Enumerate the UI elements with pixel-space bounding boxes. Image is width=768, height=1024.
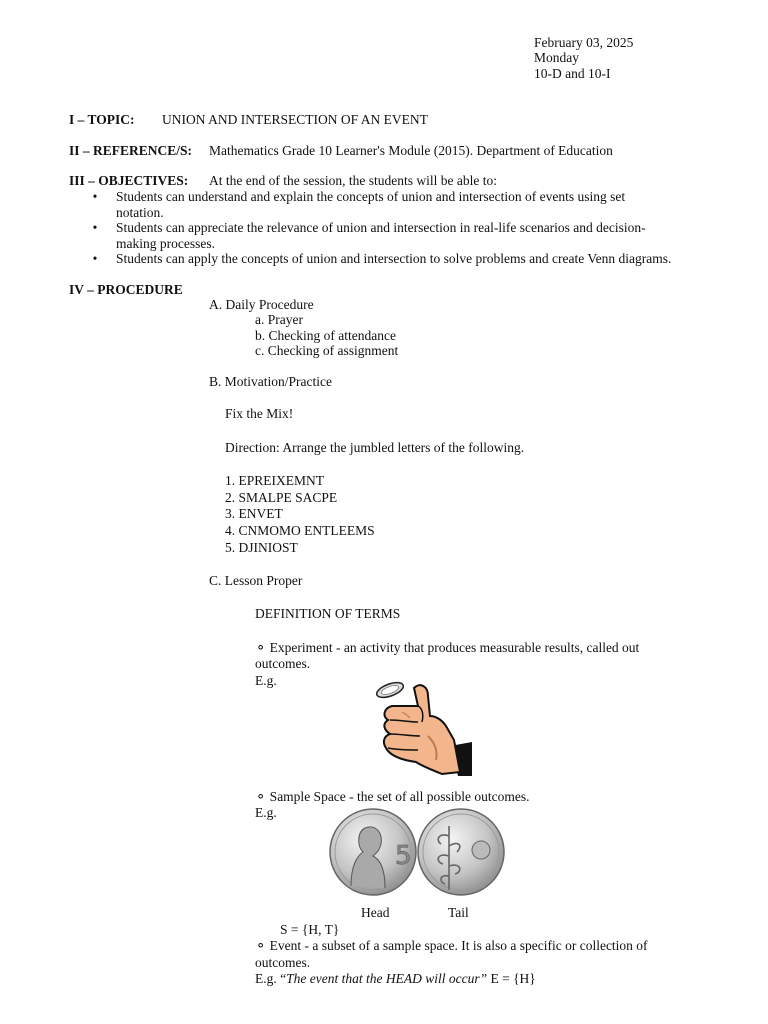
objective-item: Students can apply the concepts of union and intersection to solve problems and create Venn diagrams.	[116, 251, 672, 266]
reference-value: Mathematics Grade 10 Learner's Module (2015). Department of Education	[209, 143, 613, 158]
jumbled-word: 4. CNMOMO ENTLEEMS	[225, 523, 375, 538]
coin-flip-image	[372, 676, 476, 778]
sample-space-definition: ⚬ Sample Space - the set of all possible outcomes.	[255, 789, 530, 804]
event-example: E.g. “The event that the HEAD will occur” E = {H}	[255, 971, 536, 986]
jumbled-word: 2. SMALPE SACPE	[225, 490, 338, 505]
jumbled-word: 3. ENVET	[225, 506, 283, 521]
daily-item: b. Checking of attendance	[255, 328, 396, 343]
procedure-label: IV – PROCEDURE	[69, 282, 183, 297]
svg-text:5: 5	[395, 841, 412, 871]
bullet: •	[92, 251, 98, 266]
daily-item: a. Prayer	[255, 312, 303, 327]
date: February 03, 2025	[534, 35, 634, 50]
event-definition-cont: outcomes.	[255, 955, 311, 970]
lesson-proper-title: C. Lesson Proper	[209, 573, 303, 588]
example-label: E.g.	[255, 673, 277, 688]
motivation-title: B. Motivation/Practice	[209, 374, 332, 389]
event-definition: ⚬ Event - a subset of a sample space. It is also a specific or collection of	[255, 938, 648, 953]
direction: Direction: Arrange the jumbled letters of the following.	[225, 440, 525, 455]
jumbled-word: 5. DJINIOST	[225, 540, 298, 555]
coin-head-label: Head	[361, 905, 390, 920]
experiment-definition: ⚬ Experiment - an activity that produces measurable results, called out	[255, 640, 640, 655]
objective-item: Students can understand and explain the concepts of union and intersection of events using set notation.	[116, 189, 626, 220]
day: Monday	[534, 50, 579, 65]
objective-item: Students can appreciate the relevance of union and intersection in real-life scenarios and decision-making processes.	[116, 220, 646, 251]
bullet: •	[92, 220, 98, 235]
example-label: E.g.	[255, 805, 277, 820]
objectives-intro: At the end of the session, the students will be able to:	[209, 173, 497, 188]
definition-heading: DEFINITION OF TERMS	[255, 606, 401, 621]
daily-item: c. Checking of assignment	[255, 343, 399, 358]
coins-image	[329, 806, 505, 898]
bullet: •	[92, 189, 98, 204]
objectives-label: III – OBJECTIVES:	[69, 173, 189, 188]
coin-tail-label: Tail	[448, 905, 469, 920]
jumbled-word: 1. EPREIXEMNT	[225, 473, 324, 488]
experiment-definition-cont: outcomes.	[255, 656, 311, 671]
topic-label: I – TOPIC:	[69, 112, 135, 127]
sections: 10-D and 10-I	[534, 66, 611, 81]
topic-value: UNION AND INTERSECTION OF AN EVENT	[162, 112, 428, 127]
activity-title: Fix the Mix!	[225, 406, 294, 421]
sample-set: S = {H, T}	[280, 922, 340, 937]
daily-procedure-title: A. Daily Procedure	[209, 297, 314, 312]
reference-label: II – REFERENCE/S:	[69, 143, 193, 158]
